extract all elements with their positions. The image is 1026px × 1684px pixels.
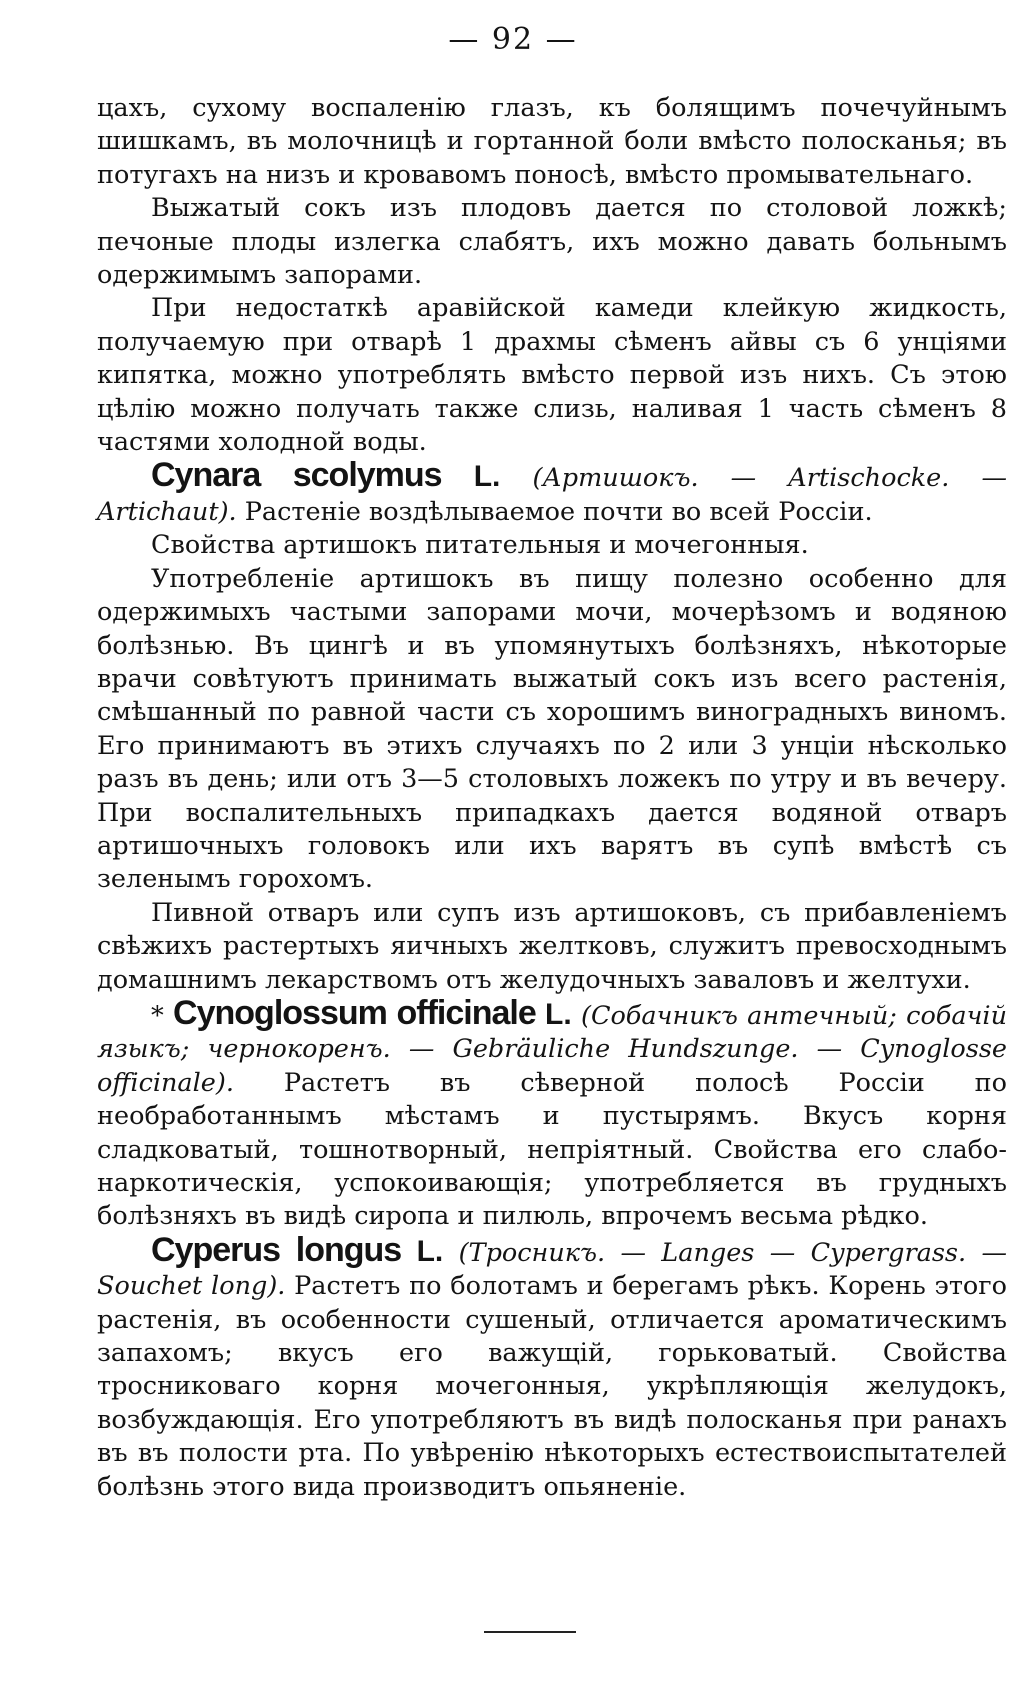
entry-cynoglossum-star: *	[151, 1000, 164, 1031]
entry-cynara-author: L.	[473, 460, 501, 494]
entry-cyperus-synonyms: (Тросникъ. — Langes — Cypergrass. — Souchet long).	[97, 1237, 1007, 1302]
paragraph-properties: Свойства артишокъ питательныя и мочегонныя.	[151, 530, 809, 561]
entry-cynara	[97, 456, 1007, 529]
entry-cyperus-headword: Cyperus longus	[151, 1230, 402, 1269]
entry-cynara-headword: Cynara scolymus	[151, 456, 442, 495]
footer-rule	[484, 1631, 576, 1633]
entry-cynara-synonyms: (Артишокъ. — Artischocke. — Artichaut).	[97, 463, 1007, 527]
paragraph-continuation: цахъ, сухому воспаленію глазъ, къ болящимъ почечуйнымъ шишкамъ, въ молочницѣ и гортанной боли вмѣсто полосканья; въ потугахъ на низъ и кровавомъ поносѣ, вмѣсто промывательнаго.	[97, 93, 1007, 190]
entry-cynoglossum-synonyms: (Собачникъ антечный; собачій языкъ; чернокоренъ. — Gebräuliche Hundszunge. — Cynoglosse officinale).	[97, 1000, 1008, 1098]
entry-cynoglossum-text: Растетъ въ сѣверной полосѣ Россіи по необработаннымъ мѣстамъ и пустырямъ. Вкусъ корня сладковатый, тошнотворный, непріятный. Свойства его слабо-наркотическія, успокоивающія; употребляется въ грудныхъ болѣзняхъ въ видѣ сиропа и пилюль, впрочемъ весьма рѣдко.	[97, 1067, 1007, 1232]
entry-cyperus-author: L.	[416, 1234, 444, 1268]
entry-cynara-text: Растеніе воздѣлываемое почти во всей Россіи.	[236, 496, 873, 527]
entry-cyperus-text: Растетъ по болотамъ и берегамъ рѣкъ. Корень этого растенія, въ особенности сушеный, отличается ароматическимъ запахомъ; вкусъ его важущій, горьковатый. Свойства тросниковаго корня мочегонныя, укрѣпляющія желудокъ, возбуждающія. Его употребляютъ въ видѣ полосканья при ранахъ въ въ полости рта. По увѣренію нѣкоторыхъ естествоиспытателей болѣзнь этого вида производитъ опьяненіе.	[97, 1271, 1007, 1502]
page-body	[97, 92, 1007, 1504]
entry-cynoglossum-headword: Cynoglossum officinale	[173, 993, 536, 1032]
entry-cynoglossum	[97, 993, 1008, 1234]
paragraph-juice: Выжатый сокъ изъ плодовъ дается по столовой ложкѣ; печоные плоды излегка слабятъ, ихъ можно давать больнымъ одержимымъ запорами.	[97, 193, 1007, 291]
entry-cynoglossum-author: L.	[545, 997, 572, 1031]
entry-cyperus	[97, 1230, 1007, 1504]
paragraph-beer-decoction: Пивной отваръ или супъ изъ артишоковъ, съ прибавленіемъ свѣжихъ растертыхъ яичныхъ желтковъ, служитъ превосходнымъ домашнимъ лекарствомъ отъ желудочныхъ заваловъ и желтухи.	[97, 897, 1007, 995]
page-number: — 92 —	[448, 22, 578, 57]
paragraph-mucilage: При недостаткѣ аравійской камеди клейкую жидкость, получаемую при отварѣ 1 драхмы сѣменъ айвы съ 6 унціями кипятка, можно употреблять вмѣсто первой изъ нихъ. Съ этою цѣлію можно получать также слизь, наливая 1 часть сѣменъ 8 частями холодной воды.	[97, 293, 1007, 458]
paragraph-usage: Употребленіе артишокъ въ пищу полезно особенно для одержимыхъ частыми запорами мочи, мочерѣзомъ и водяною болѣзнью. Въ цингѣ и въ упомянутыхъ болѣзняхъ, нѣкоторые врачи совѣтуютъ принимать выжатый сокъ изъ всего растенія, смѣшанный по равной части съ хорошимъ виноградныхъ виномъ. Его принимаютъ въ этихъ случаяхъ по 2 или 3 унціи нѣсколько разъ въ день; или отъ 3—5 столовыхъ ложекъ по утру и въ вечеру. При воспалительныхъ припадкахъ дается водяной отваръ артишочныхъ головокъ или ихъ варятъ въ супѣ вмѣстѣ съ зеленымъ горохомъ.	[97, 563, 1007, 895]
